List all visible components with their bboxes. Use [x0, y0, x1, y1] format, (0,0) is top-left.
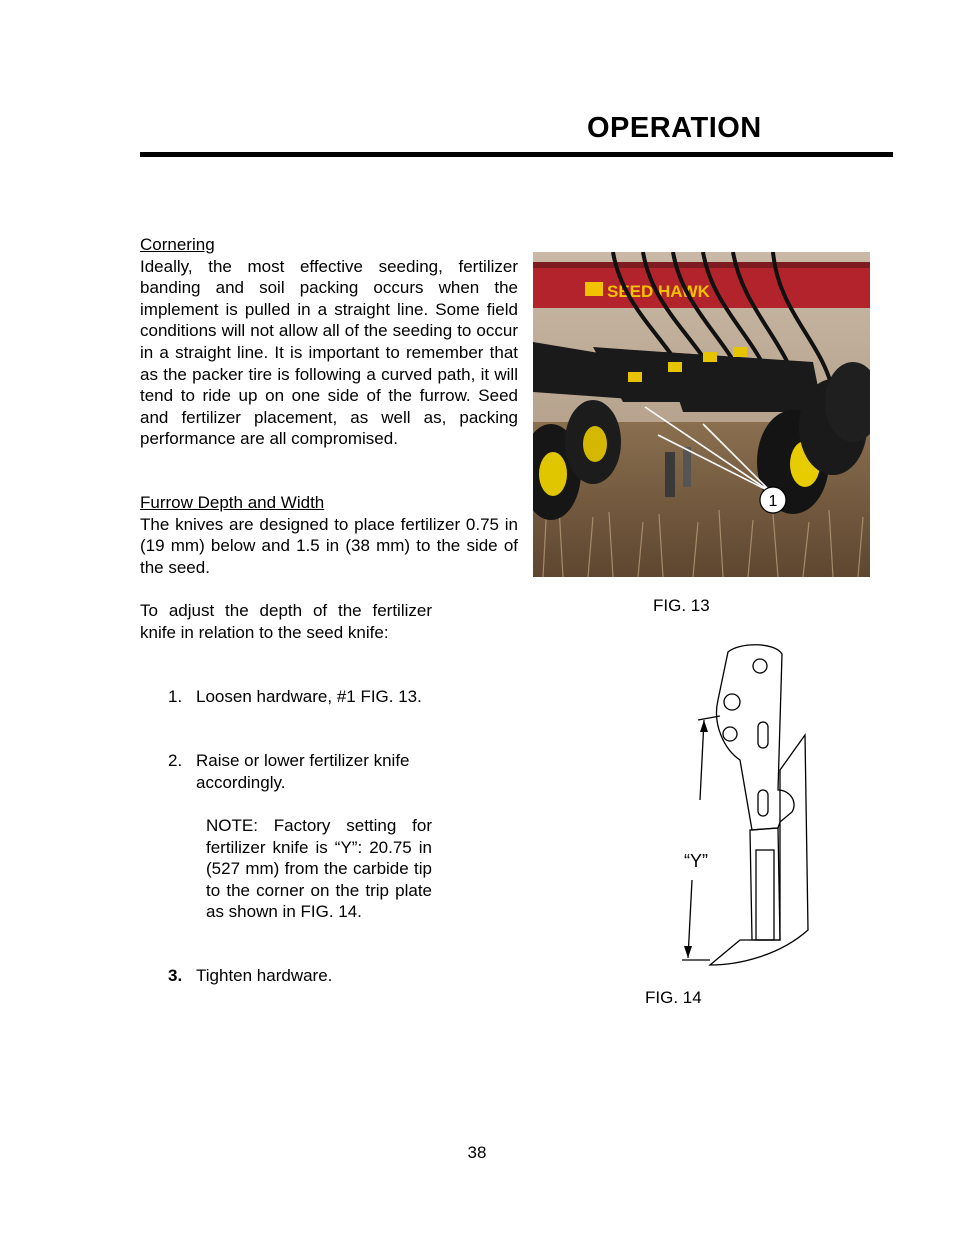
dimension-y-label: “Y” — [684, 851, 708, 871]
cornering-heading: Cornering — [140, 235, 215, 254]
cornering-body: Ideally, the most effective seeding, fertilizer banding and soil packing occurs when the implement is pulled in a straight line. Some field conditions will not allow all of the seeding to occur in a straight line. It is important to remember that as the packer tire is following a curved path, it will tend to ride up on one side of the furrow. Seed and fertilizer placement, as well as, packing performance are all compromised. — [140, 256, 518, 449]
cornering-section — [140, 234, 518, 450]
step-2-text: Raise or lower fertilizer knife accordingly. — [196, 751, 410, 792]
brand-logo-text: SEED HAWK — [607, 282, 710, 301]
step-1-number: 1. — [168, 687, 183, 706]
fig13-caption: FIG. 13 — [653, 596, 710, 615]
furrow-section — [140, 492, 518, 578]
furrow-heading: Furrow Depth and Width — [140, 493, 325, 512]
step-1 — [168, 686, 432, 730]
furrow-body: The knives are designed to place fertilizer 0.75 in (19 mm) below and 1.5 in (38 mm) to the side of the seed. — [140, 514, 518, 577]
step-3-number: 3. — [168, 966, 183, 985]
page-title: OPERATION — [587, 112, 762, 144]
factory-note: NOTE: Factory setting for fertilizer knife is “Y”: 20.75 in (527 mm) from the carbide tip to the corner on the trip plate as shown in FIG. 14. — [206, 816, 432, 922]
callout-number: 1 — [768, 493, 778, 510]
adjust-intro: To adjust the depth of the fertilizer knife in relation to the seed knife: — [140, 601, 432, 642]
step-2 — [168, 750, 432, 794]
step-3-text: Tighten hardware. — [196, 966, 333, 985]
step-1-text: Loosen hardware, #1 FIG. 13. — [196, 687, 422, 706]
fig14-caption: FIG. 14 — [645, 988, 702, 1007]
step-3 — [168, 965, 432, 987]
fig13-photo — [533, 252, 870, 577]
fig14-diagram — [640, 640, 870, 975]
page-number: 38 — [467, 1143, 487, 1162]
header-rule — [140, 152, 893, 157]
step-2-number: 2. — [168, 751, 183, 770]
